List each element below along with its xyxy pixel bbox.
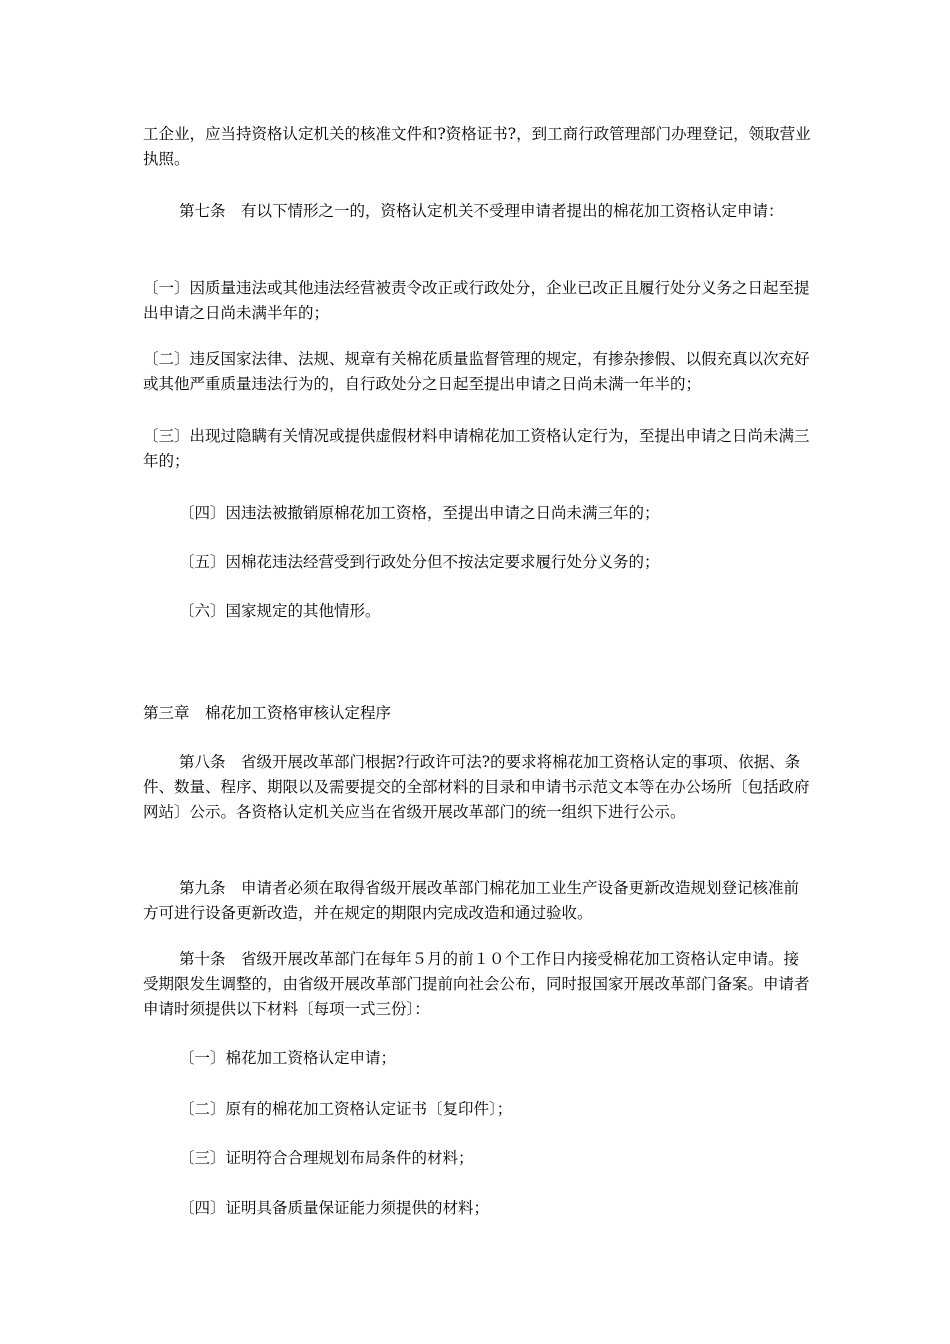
list-item-article7-4: 〔四〕因违法被撤销原棉花加工资格，至提出申请之日尚未满三年的；	[179, 504, 660, 522]
paragraph-article9: 第九条 申请者必须在取得省级开展改革部门棉花加工业生产设备更新改造规划登记核准前方可进行设备更新改造，并在规定的期限内完成改造和通过验收。	[143, 879, 800, 922]
list-item-article7-3: 〔三〕出现过隐瞒有关情况或提供虚假材料申请棉花加工资格认定行为，至提出申请之日尚未满三年的；	[143, 427, 810, 470]
paragraph-article7: 第七条 有以下情形之一的，资格认定机关不受理申请者提出的棉花加工资格认定申请：	[179, 202, 784, 220]
list-item-article7-2: 〔二〕违反国家法律、法规、规章有关棉花质量监督管理的规定，有掺杂掺假、以假充真以次充好或其他严重质量违法行为的，自行政处分之日起至提出申请之日尚未满一年半的；	[143, 350, 810, 393]
list-item-article10-3: 〔三〕证明符合合理规划布局条件的材料；	[179, 1149, 474, 1167]
paragraph-article8: 第八条 省级开展改革部门根据?行政许可法?的要求将棉花加工资格认定的事项、依据、条件、数量、程序、期限以及需要提交的全部材料的目录和申请书示范文本等在办公场所〔包括政府网站〕公示。各资格认定机关应当在省级开展改革部门的统一组织下进行公示。	[143, 753, 810, 821]
paragraph-article6-continuation: 工企业，应当持资格认定机关的核准文件和?资格证书?，到工商行政管理部门办理登记，领取营业执照。	[143, 125, 811, 168]
list-item-article7-1: 〔一〕因质量违法或其他违法经营被责令改正或行政处分，企业已改正且履行处分义务之日起至提出申请之日尚未满半年的；	[143, 279, 810, 322]
paragraph-article10: 第十条 省级开展改革部门在每年５月的前１０个工作日内接受棉花加工资格认定申请。接受期限发生调整的，由省级开展改革部门提前向社会公布，同时报国家开展改革部门备案。申请者申请时须提供以下材料〔每项一式三份〕：	[143, 950, 810, 1018]
chapter-heading: 第三章 棉花加工资格审核认定程序	[143, 704, 392, 722]
list-item-article10-2: 〔二〕原有的棉花加工资格认定证书〔复印件〕；	[179, 1100, 513, 1118]
list-item-article10-4: 〔四〕证明具备质量保证能力须提供的材料；	[179, 1199, 490, 1217]
list-item-article7-5: 〔五〕因棉花违法经营受到行政处分但不按法定要求履行处分义务的；	[179, 553, 660, 571]
list-item-article7-6: 〔六〕国家规定的其他情形。	[179, 602, 381, 620]
list-item-article10-1: 〔一〕棉花加工资格认定申请；	[179, 1049, 397, 1067]
